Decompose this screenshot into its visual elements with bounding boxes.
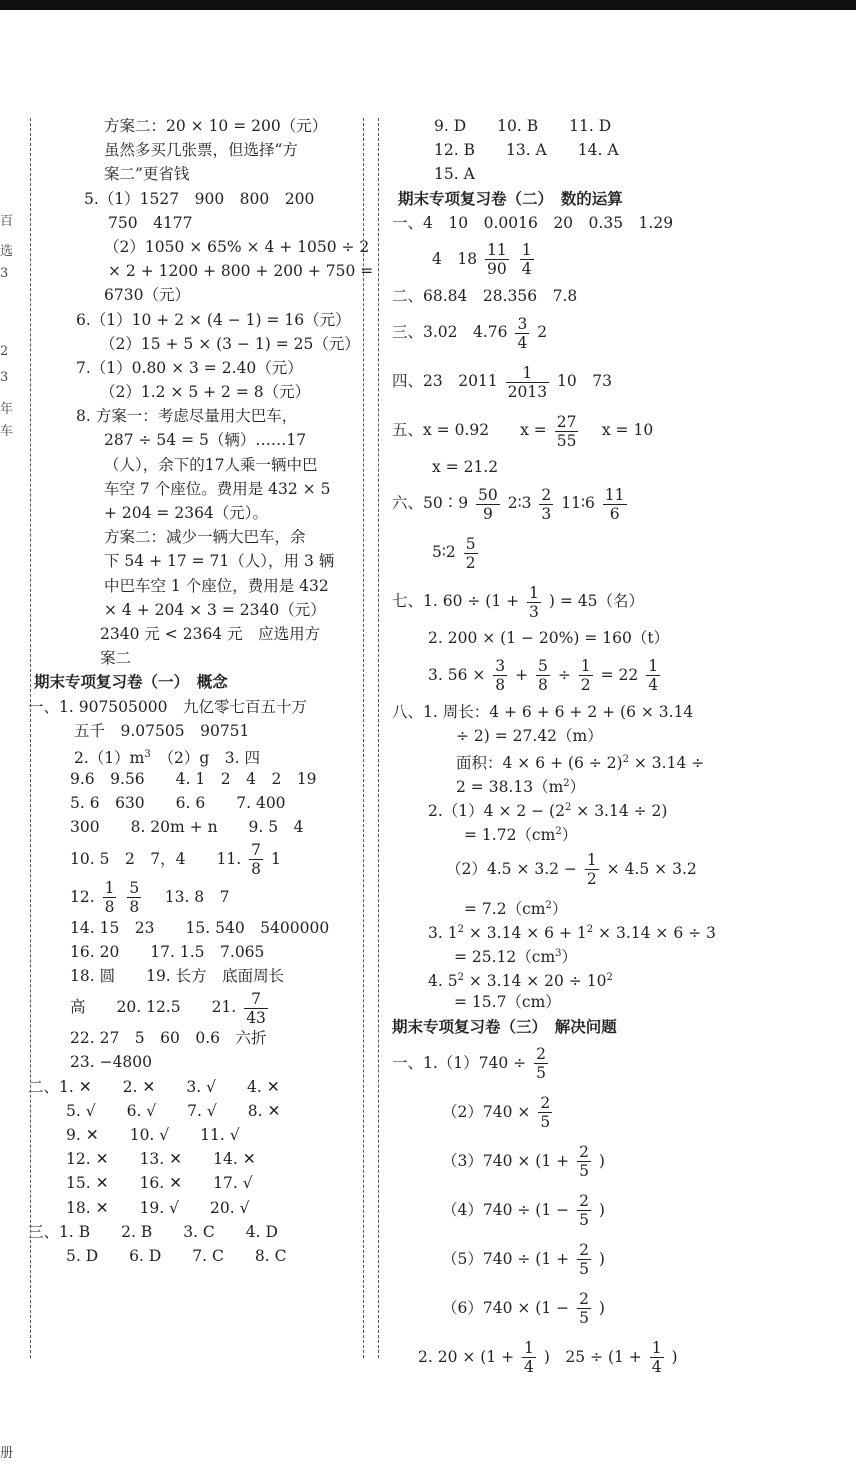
fraction	[536, 657, 550, 694]
numerator: 1	[104, 879, 115, 898]
edge-char: 百	[0, 214, 14, 229]
numerator: 27	[556, 412, 577, 431]
superscript: 2	[545, 899, 552, 911]
text-line: × 2 + 1200 + 800 + 200 + 750 =	[108, 262, 374, 281]
text-line	[392, 796, 854, 820]
text: 高 20. 12.5 21.	[70, 998, 237, 1017]
text-line	[28, 988, 363, 1026]
column-divider	[378, 118, 379, 1358]
denominator: 4	[524, 1358, 534, 1377]
numerator: 7	[244, 990, 268, 1009]
text: = 22	[600, 665, 639, 684]
numerator: 1	[580, 657, 591, 675]
text-line: （2）1.2 × 5 + 2 = 8（元）	[100, 383, 311, 402]
numerator: 5	[129, 879, 140, 898]
numerator: 7	[251, 841, 261, 860]
text: ) 25 ÷ (1 +	[543, 1347, 642, 1366]
numerator: 1	[586, 851, 597, 870]
text: )	[598, 1200, 605, 1219]
fraction	[103, 879, 117, 916]
top-border	[0, 0, 856, 10]
text-line: 23. −4800	[70, 1053, 153, 1072]
text-line	[392, 942, 854, 966]
fraction	[515, 315, 529, 352]
numerator: 3	[517, 314, 528, 333]
text-line: 2. 200 × (1 − 20%) = 160（t）	[428, 629, 670, 648]
denominator: 4	[651, 1358, 662, 1377]
denominator: 5	[579, 1162, 589, 1181]
text: ）	[561, 948, 578, 967]
text: 2	[537, 323, 548, 342]
text: +	[515, 665, 529, 684]
fraction	[555, 413, 579, 450]
text: = 1.72（cm	[464, 826, 556, 845]
numerator: 1	[648, 657, 659, 675]
denominator: 90	[487, 260, 507, 279]
fraction	[650, 1339, 664, 1376]
fraction	[646, 657, 660, 694]
text: （2）g 3. 四	[166, 749, 260, 768]
text: × 3.14 ÷	[633, 754, 705, 773]
text: 六、50∶9	[392, 494, 469, 513]
text-line	[392, 845, 854, 894]
superscript: 2	[586, 923, 594, 935]
section-title: 期末专项复习卷（三） 解决问题	[392, 1017, 617, 1036]
denominator: 4	[517, 333, 528, 352]
text-line	[392, 1333, 854, 1382]
text-line	[392, 1088, 854, 1137]
denominator: 4	[648, 676, 659, 694]
fraction	[577, 1192, 591, 1229]
text: 四、23 2011	[392, 372, 498, 391]
edge-char: 2	[0, 344, 9, 359]
text: 3. 56 ×	[428, 665, 486, 684]
text: （3）740 × (1 +	[442, 1151, 570, 1170]
numerator: 11	[604, 485, 625, 504]
text-line: 18. 圆 19. 长方 底面周长	[70, 967, 285, 985]
fraction	[534, 1045, 548, 1082]
text: = 25.12（cm	[454, 948, 556, 967]
fraction	[476, 486, 500, 523]
text-line	[392, 894, 854, 918]
text-line: 12. B 13. A 14. A	[434, 141, 619, 160]
text-line: 9. D 10. B 11. D	[434, 117, 612, 135]
edge-char: 3	[0, 266, 9, 281]
text: 5∶2	[432, 543, 456, 562]
text: （5）740 ÷ (1 +	[442, 1249, 570, 1268]
text-line	[392, 1235, 854, 1284]
text-line: 五千 9.07505 90751	[74, 721, 250, 740]
text-line: （2）1050 × 65% × 4 + 1050 ÷ 2	[104, 237, 370, 256]
text: 2. 20 × (1 +	[418, 1347, 515, 1366]
text-line	[392, 918, 854, 942]
text: 3. 1	[428, 923, 458, 942]
text-line: 下 54 + 17 = 71（人），用 3 辆	[104, 552, 335, 571]
denominator: 8	[129, 898, 140, 917]
denominator: 4	[521, 260, 532, 279]
edge-char: 年	[0, 402, 14, 417]
text: 面积：4 × 6 + (6 ÷ 2)	[456, 754, 623, 773]
text-line	[392, 406, 854, 455]
text-line: 18. ✕ 19. √ 20. √	[66, 1198, 250, 1217]
text: 4. 5	[428, 972, 458, 991]
denominator: 5	[579, 1309, 589, 1328]
superscript: 2	[564, 802, 572, 814]
denominator: 3	[529, 602, 539, 621]
text-line: 八、1. 周长：4 + 6 + 6 + 2 + (6 × 3.14	[392, 702, 694, 721]
text-line: 车空 7 个座位。费用是 432 × 5	[104, 479, 331, 498]
denominator: 43	[246, 1008, 266, 1027]
text-line: 15. A	[434, 165, 475, 184]
text-line: 5. 6 630 6. 6 7. 400	[70, 794, 286, 813]
fraction	[464, 535, 478, 572]
numerator: 2	[536, 1045, 546, 1064]
fraction	[506, 364, 549, 401]
section-title: 期末专项复习卷（一） 概念	[34, 673, 228, 692]
text: ）	[569, 778, 586, 797]
fraction	[249, 841, 263, 878]
fraction	[577, 1143, 591, 1180]
superscript: 2	[457, 972, 464, 984]
numerator: 5	[465, 534, 476, 553]
superscript: 2	[457, 923, 464, 935]
text: 10. 5 2 7，4 11.	[70, 849, 242, 868]
text-line: （人），余下的17人乘一辆中巴	[104, 455, 318, 474]
fraction	[577, 1290, 591, 1327]
denominator: 6	[609, 504, 620, 523]
text-line: 9. ✕ 10. √ 11. √	[66, 1125, 240, 1144]
text-line: 二、68.84 28.356 7.8	[392, 286, 578, 305]
text-line: 287 ÷ 54 = 5（辆）……17	[104, 431, 307, 450]
text: ) = 45（名）	[548, 592, 644, 611]
text: 1	[270, 849, 281, 868]
text-line	[392, 479, 854, 528]
text-line	[28, 840, 363, 878]
text: × 3.14 ÷ 2)	[576, 802, 668, 821]
fraction	[522, 1339, 536, 1376]
numerator: 2	[579, 1241, 589, 1260]
text: 12.	[70, 887, 95, 906]
text-line: 三、1. B 2. B 3. C 4. D	[28, 1222, 278, 1241]
numerator: 1	[506, 364, 549, 383]
text: × 3.14 × 20 ÷ 10	[468, 972, 607, 991]
text-line	[392, 748, 854, 772]
text: 11∶6	[561, 494, 595, 513]
text-line: x = 21.2	[432, 458, 499, 477]
text: × 3.14 × 6 + 1	[468, 923, 587, 942]
text-line: 一、1. 907505000 九亿零七百五十万	[28, 697, 307, 716]
text-line: = 15.7（cm）	[454, 993, 561, 1012]
superscript: 2	[555, 826, 562, 838]
fraction	[527, 584, 541, 621]
denominator: 3	[541, 504, 552, 523]
numerator: 11	[487, 241, 507, 260]
text-line	[392, 1039, 854, 1088]
text: 4 18	[432, 249, 478, 268]
numerator: 1	[521, 241, 532, 260]
numerator: 1	[524, 1339, 534, 1358]
denominator: 55	[556, 431, 577, 450]
section-title: 期末专项复习卷（二） 数的运算	[398, 189, 623, 208]
text: )	[598, 1249, 605, 1268]
text-line: 15. ✕ 16. ✕ 17. √	[66, 1174, 253, 1193]
text-line	[392, 235, 854, 284]
text-line: 7.（1）0.80 × 3 = 2.40（元）	[76, 358, 303, 377]
denominator: 8	[495, 676, 506, 694]
text-line	[28, 743, 363, 767]
text-line: 方案二：20 × 10 = 200（元）	[104, 117, 328, 135]
text-line	[392, 1137, 854, 1186]
text-line	[392, 1284, 854, 1333]
text: ÷	[557, 665, 571, 684]
text-line: 案二	[100, 649, 132, 668]
numerator: 2	[579, 1143, 589, 1162]
text: 2 = 38.13（m	[456, 778, 564, 797]
numerator: 2	[579, 1192, 589, 1211]
numerator: 1	[651, 1339, 662, 1358]
text: 2.（1）m	[74, 749, 145, 768]
fraction	[539, 486, 553, 523]
denominator: 5	[579, 1211, 589, 1230]
text-line: 2340 元 < 2364 元 应选用方	[100, 624, 321, 643]
text: 10 73	[557, 372, 612, 391]
text: )	[671, 1347, 678, 1366]
text: 2∶3	[507, 494, 532, 513]
superscript: 3	[144, 748, 151, 760]
text-line	[392, 966, 854, 990]
left-column	[28, 114, 374, 1268]
numerator: 1	[529, 583, 539, 602]
text: × 3.14 × 6 ÷ 3	[598, 923, 716, 942]
text-line	[392, 577, 854, 626]
text-line: 5. √ 6. √ 7. √ 8. ✕	[66, 1101, 281, 1120]
text-line: 中巴车空 1 个座位，费用是 432	[104, 576, 329, 595]
fraction	[577, 1241, 591, 1278]
fraction	[127, 879, 141, 916]
page-footer: 册	[0, 1446, 14, 1461]
text-line	[392, 651, 854, 700]
text-line: 方案二：减少一辆大巴车，余	[104, 528, 306, 547]
text-line: 750 4177	[108, 213, 193, 232]
denominator: 2	[465, 553, 476, 572]
fraction	[603, 486, 627, 523]
denominator: 5	[540, 1113, 551, 1132]
text-line: 虽然多买几张票，但选择“方	[104, 141, 298, 160]
text: 2.（1）4 × 2 − (2	[428, 802, 565, 821]
text: （4）740 ÷ (1 −	[442, 1200, 570, 1219]
text-line: × 4 + 204 × 3 = 2340（元）	[104, 600, 326, 619]
fraction	[493, 657, 507, 694]
text: （2）4.5 × 3.2 −	[446, 859, 577, 878]
text: ）	[561, 826, 578, 845]
superscript: 2	[606, 972, 613, 984]
text-line: 300 8. 20m + n 9. 5 4	[70, 818, 304, 837]
fraction	[585, 851, 599, 888]
superscript: 2	[563, 778, 570, 790]
text-line: + 204 = 2364（元）。	[104, 504, 269, 522]
text: = 7.2（cm	[464, 899, 546, 918]
numerator: 50	[478, 485, 498, 504]
text: x = 10	[601, 421, 654, 440]
text-line	[392, 308, 854, 357]
text: )	[598, 1298, 605, 1317]
text: （2）740 ×	[442, 1102, 531, 1121]
text-line: 6730（元）	[104, 286, 190, 305]
numerator: 5	[538, 657, 548, 675]
text: （6）740 × (1 −	[442, 1298, 570, 1317]
denominator: 9	[482, 504, 493, 523]
denominator: 5	[536, 1064, 546, 1083]
text-line	[392, 820, 854, 844]
text-line: 案二”更省钱	[104, 165, 190, 184]
text: × 4.5 × 3.2	[606, 859, 697, 878]
text: 五、x = 0.92 x =	[392, 421, 547, 440]
fraction	[520, 241, 534, 278]
text-line: 9.6 9.56 4. 1 2 4 2 19	[70, 770, 317, 789]
denominator: 5	[579, 1260, 589, 1279]
text: ）	[551, 899, 568, 918]
denominator: 8	[104, 898, 115, 917]
text: )	[598, 1151, 605, 1170]
text-line: 16. 20 17. 1.5 7.065	[70, 942, 265, 961]
numerator: 2	[541, 485, 552, 504]
text-line: 6.（1）10 + 2 × (4 − 1) = 16（元）	[76, 310, 351, 329]
denominator: 2	[580, 676, 591, 694]
text: 一、1.（1）740 ÷	[392, 1053, 527, 1072]
text: 三、3.02 4.76	[392, 323, 508, 342]
edge-char: 选	[0, 244, 14, 259]
denominator: 2013	[507, 382, 548, 401]
text: 13. 8 7	[164, 887, 230, 906]
fraction	[538, 1094, 552, 1131]
denominator: 8	[538, 676, 548, 694]
text-line: 5.（1）1527 900 800 200	[84, 189, 315, 208]
fraction	[579, 657, 593, 694]
numerator: 3	[495, 657, 506, 675]
edge-char: 车	[0, 424, 14, 439]
fraction	[485, 241, 509, 278]
text-line: 12. ✕ 13. ✕ 14. ✕	[66, 1150, 256, 1169]
text-line: 22. 27 5 60 0.6 六折	[70, 1029, 267, 1048]
text: 七、1. 60 ÷ (1 +	[392, 592, 520, 611]
numerator: 2	[540, 1094, 551, 1113]
text-line	[392, 1186, 854, 1235]
text-line	[392, 528, 854, 577]
numerator: 2	[579, 1290, 589, 1309]
fraction	[244, 990, 268, 1027]
superscript: 3	[555, 948, 562, 959]
text-line	[392, 357, 854, 406]
right-column	[392, 114, 854, 1382]
denominator: 2	[586, 870, 597, 889]
denominator: 8	[251, 860, 261, 879]
text-line: 一、4 10 0.0016 20 0.35 1.29	[392, 213, 674, 232]
superscript: 2	[622, 753, 629, 765]
text-line: 14. 15 23 15. 540 5400000	[70, 918, 330, 937]
edge-char: 3	[0, 370, 9, 385]
text-line: 5. D 6. D 7. C 8. C	[66, 1246, 287, 1265]
text-line	[28, 878, 363, 916]
column-divider	[363, 118, 364, 1358]
text-line	[392, 772, 854, 796]
text-line: 8. 方案一：考虑尽量用大巴车，	[76, 407, 298, 426]
text-line: （2）15 + 5 × (3 − 1) = 25（元）	[100, 334, 360, 353]
text-line: 二、1. ✕ 2. ✕ 3. √ 4. ✕	[28, 1077, 280, 1096]
text-line: ÷ 2) = 27.42（m）	[456, 726, 603, 745]
